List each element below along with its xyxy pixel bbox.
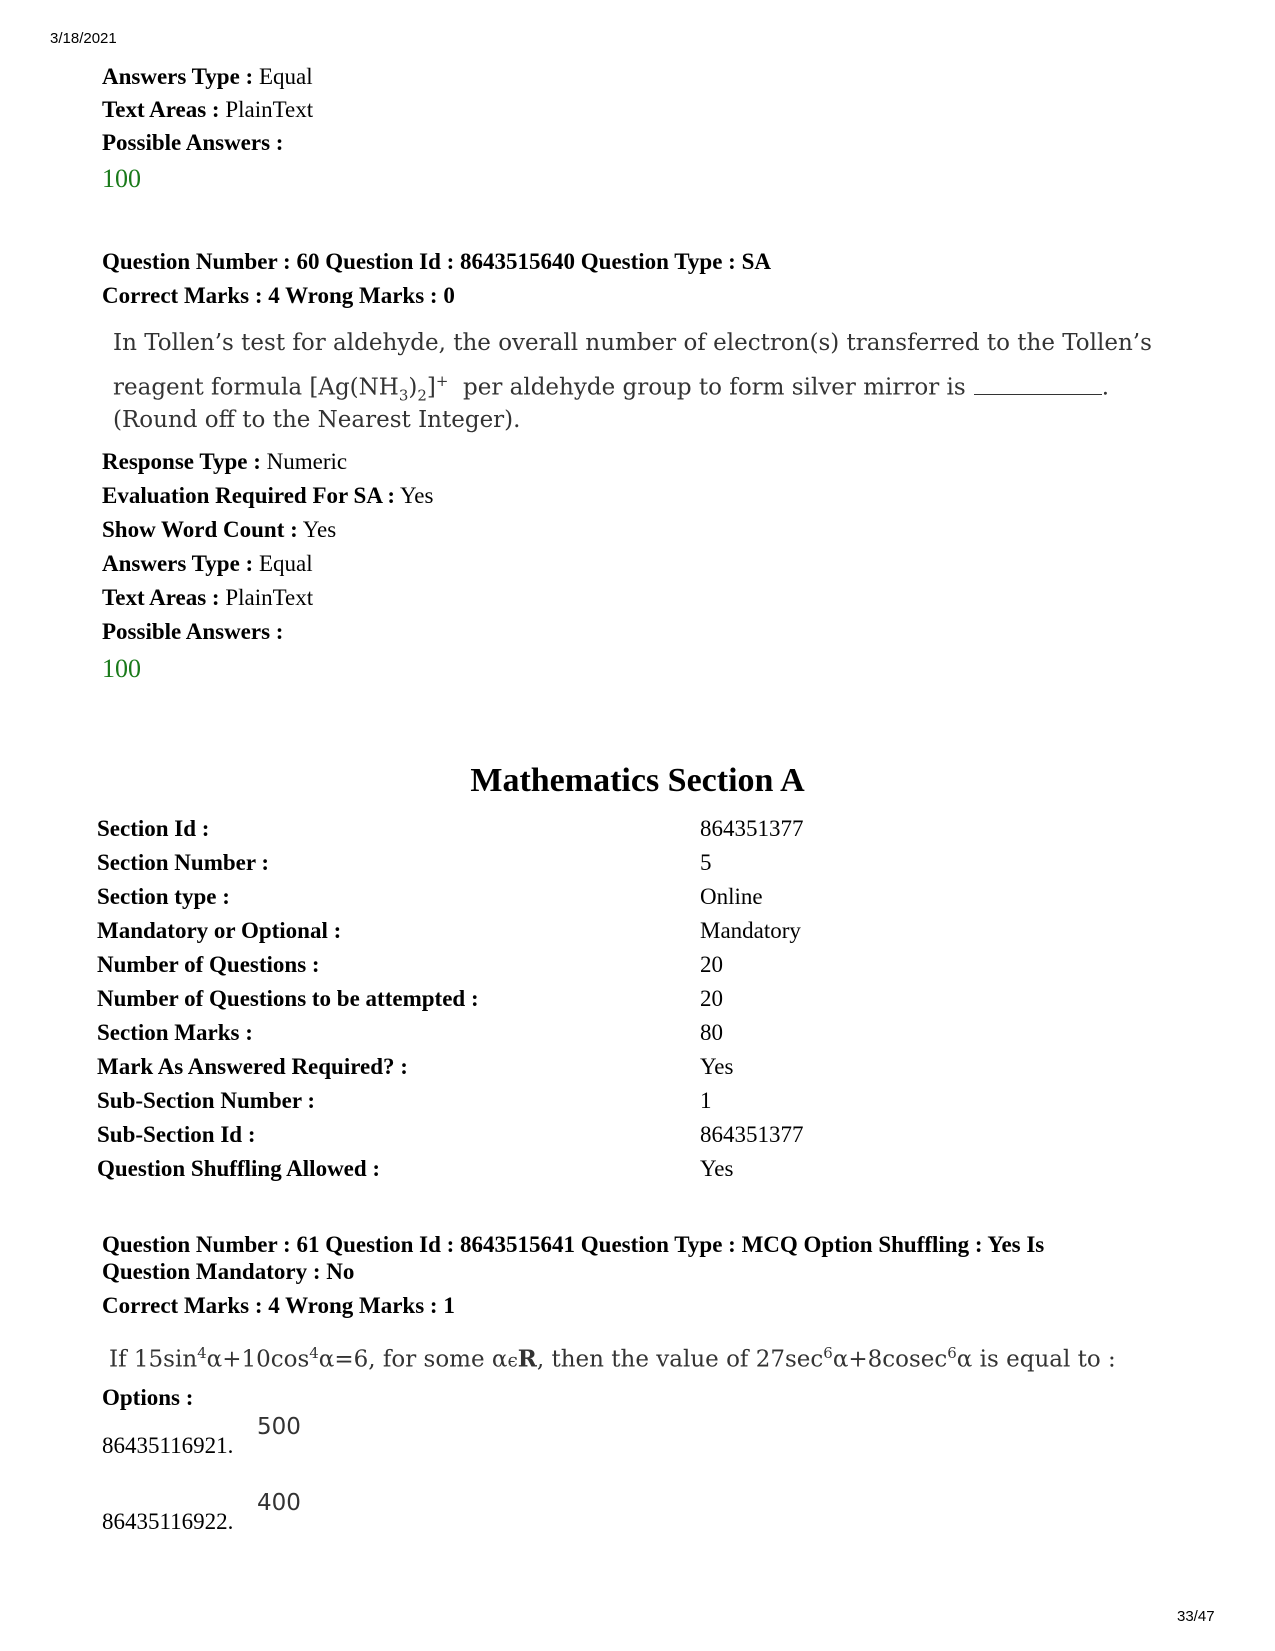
q61-option-2-id: 86435116922. xyxy=(102,1509,234,1534)
q60-answers-type-row xyxy=(102,550,313,578)
section-info-row xyxy=(97,1084,804,1118)
q60-text-areas-label: Text Areas : xyxy=(102,585,220,610)
section-title: Mathematics Section A xyxy=(470,762,805,799)
section-info-value: 5 xyxy=(700,850,712,875)
section-info-value: 1 xyxy=(700,1088,712,1113)
text-areas-value: PlainText xyxy=(225,97,314,122)
q61-header-line2: Question Mandatory : No xyxy=(102,1259,355,1284)
q60-header: Question Number : 60 Question Id : 8643515640 Question Type : SA xyxy=(102,249,771,274)
section-info-label: Section Number : xyxy=(97,850,270,875)
q60-text-line2-b: per aldehyde group to form silver mirror is xyxy=(463,374,966,401)
q60-eval-row xyxy=(102,482,433,510)
q60-text-line1: In Tollen’s test for aldehyde, the overall number of electron(s) transferred to the Tollen’s xyxy=(113,330,1152,356)
section-info-table xyxy=(97,812,804,1186)
q60-response-type-label: Response Type : xyxy=(102,449,261,474)
q60-response-type-value: Numeric xyxy=(266,449,348,474)
q60-marks: Correct Marks : 4 Wrong Marks : 0 xyxy=(102,283,455,308)
q60-word-count-label: Show Word Count : xyxy=(102,517,298,542)
q60-text-line3: (Round off to the Nearest Integer). xyxy=(113,407,521,433)
section-info-row xyxy=(97,1152,804,1186)
section-info-row xyxy=(97,948,804,982)
answer-blank xyxy=(974,376,1102,395)
section-info-value: Online xyxy=(700,884,763,909)
q61-option-1[interactable] xyxy=(102,1432,233,1460)
section-info-value: 20 xyxy=(700,986,723,1011)
page-number: 33/47 xyxy=(1177,1608,1215,1625)
answers-type-row xyxy=(102,63,313,91)
section-info-row xyxy=(97,982,804,1016)
section-info-label: Section Marks : xyxy=(97,1020,253,1045)
section-info-label: Sub-Section Id : xyxy=(97,1122,256,1147)
section-info-label: Section type : xyxy=(97,884,230,909)
possible-answers-label: Possible Answers : xyxy=(102,130,284,155)
section-info-row xyxy=(97,1118,804,1152)
q60-answers-type-value: Equal xyxy=(258,551,313,576)
q61-option-1-id: 86435116921. xyxy=(102,1433,234,1458)
section-info-label: Mark As Answered Required? : xyxy=(97,1054,408,1079)
q60-text-areas-row xyxy=(102,584,313,612)
q60-word-count-row xyxy=(102,516,336,544)
print-date: 3/18/2021 xyxy=(50,30,117,47)
q60-possible-answers-label: Possible Answers : xyxy=(102,619,284,644)
section-info-row xyxy=(97,914,804,948)
section-info-value: 864351377 xyxy=(700,816,804,841)
q61-marks: Correct Marks : 4 Wrong Marks : 1 xyxy=(102,1293,455,1318)
section-info-label: Number of Questions : xyxy=(97,952,320,977)
section-info-value: Yes xyxy=(700,1156,734,1181)
section-info-row xyxy=(97,1050,804,1084)
section-info-label: Sub-Section Number : xyxy=(97,1088,316,1113)
answers-type-label: Answers Type : xyxy=(102,64,254,89)
q60-eval-label: Evaluation Required For SA : xyxy=(102,483,396,508)
q60-answers-type-label: Answers Type : xyxy=(102,551,254,576)
section-info-label: Question Shuffling Allowed : xyxy=(97,1156,381,1181)
possible-answer: 100 xyxy=(102,164,141,193)
q60-word-count-value: Yes xyxy=(302,517,337,542)
q60-text-areas-value: PlainText xyxy=(225,585,314,610)
answers-type-value: Equal xyxy=(258,64,313,89)
section-info-value: Yes xyxy=(700,1054,734,1079)
section-info-label: Section Id : xyxy=(97,816,210,841)
section-info-row xyxy=(97,812,804,846)
q61-options-label: Options : xyxy=(102,1385,194,1410)
text-areas-label: Text Areas : xyxy=(102,97,220,122)
section-info-value: 20 xyxy=(700,952,723,977)
section-info-row xyxy=(97,846,804,880)
q61-option-2-value: 400 xyxy=(257,1490,301,1516)
section-info-value: Mandatory xyxy=(700,918,801,943)
q61-option-1-value: 500 xyxy=(257,1414,301,1440)
q60-text-line2: reagent formula $[Ag(NH_3)_2]^+$ per aldehyde group to form silver mirror is . xyxy=(113,372,1109,405)
q61-question-text: If $15\sin^4\alpha+10\cos^4\alpha=6$, for some αϵR, then the value of $27\sec^6\alpha+8cosec^6\alpha$ is equal to : xyxy=(109,1344,1116,1373)
q60-possible-answer: 100 xyxy=(102,654,141,683)
q60-text-line2-a: reagent formula [Ag(NH xyxy=(113,374,399,401)
section-info-label: Number of Questions to be attempted : xyxy=(97,986,479,1011)
q60-eval-value: Yes xyxy=(400,483,434,508)
text-areas-row xyxy=(102,96,313,124)
q61-header-line1: Question Number : 61 Question Id : 8643515641 Question Type : MCQ Option Shuffling : Yes Is xyxy=(102,1232,1045,1257)
section-info-value: 80 xyxy=(700,1020,723,1045)
q60-response-type-row xyxy=(102,448,347,476)
section-info-row xyxy=(97,880,804,914)
section-info-value: 864351377 xyxy=(700,1122,804,1147)
q61-option-2[interactable] xyxy=(102,1508,233,1536)
section-info-row xyxy=(97,1016,804,1050)
section-info-label: Mandatory or Optional : xyxy=(97,918,342,943)
